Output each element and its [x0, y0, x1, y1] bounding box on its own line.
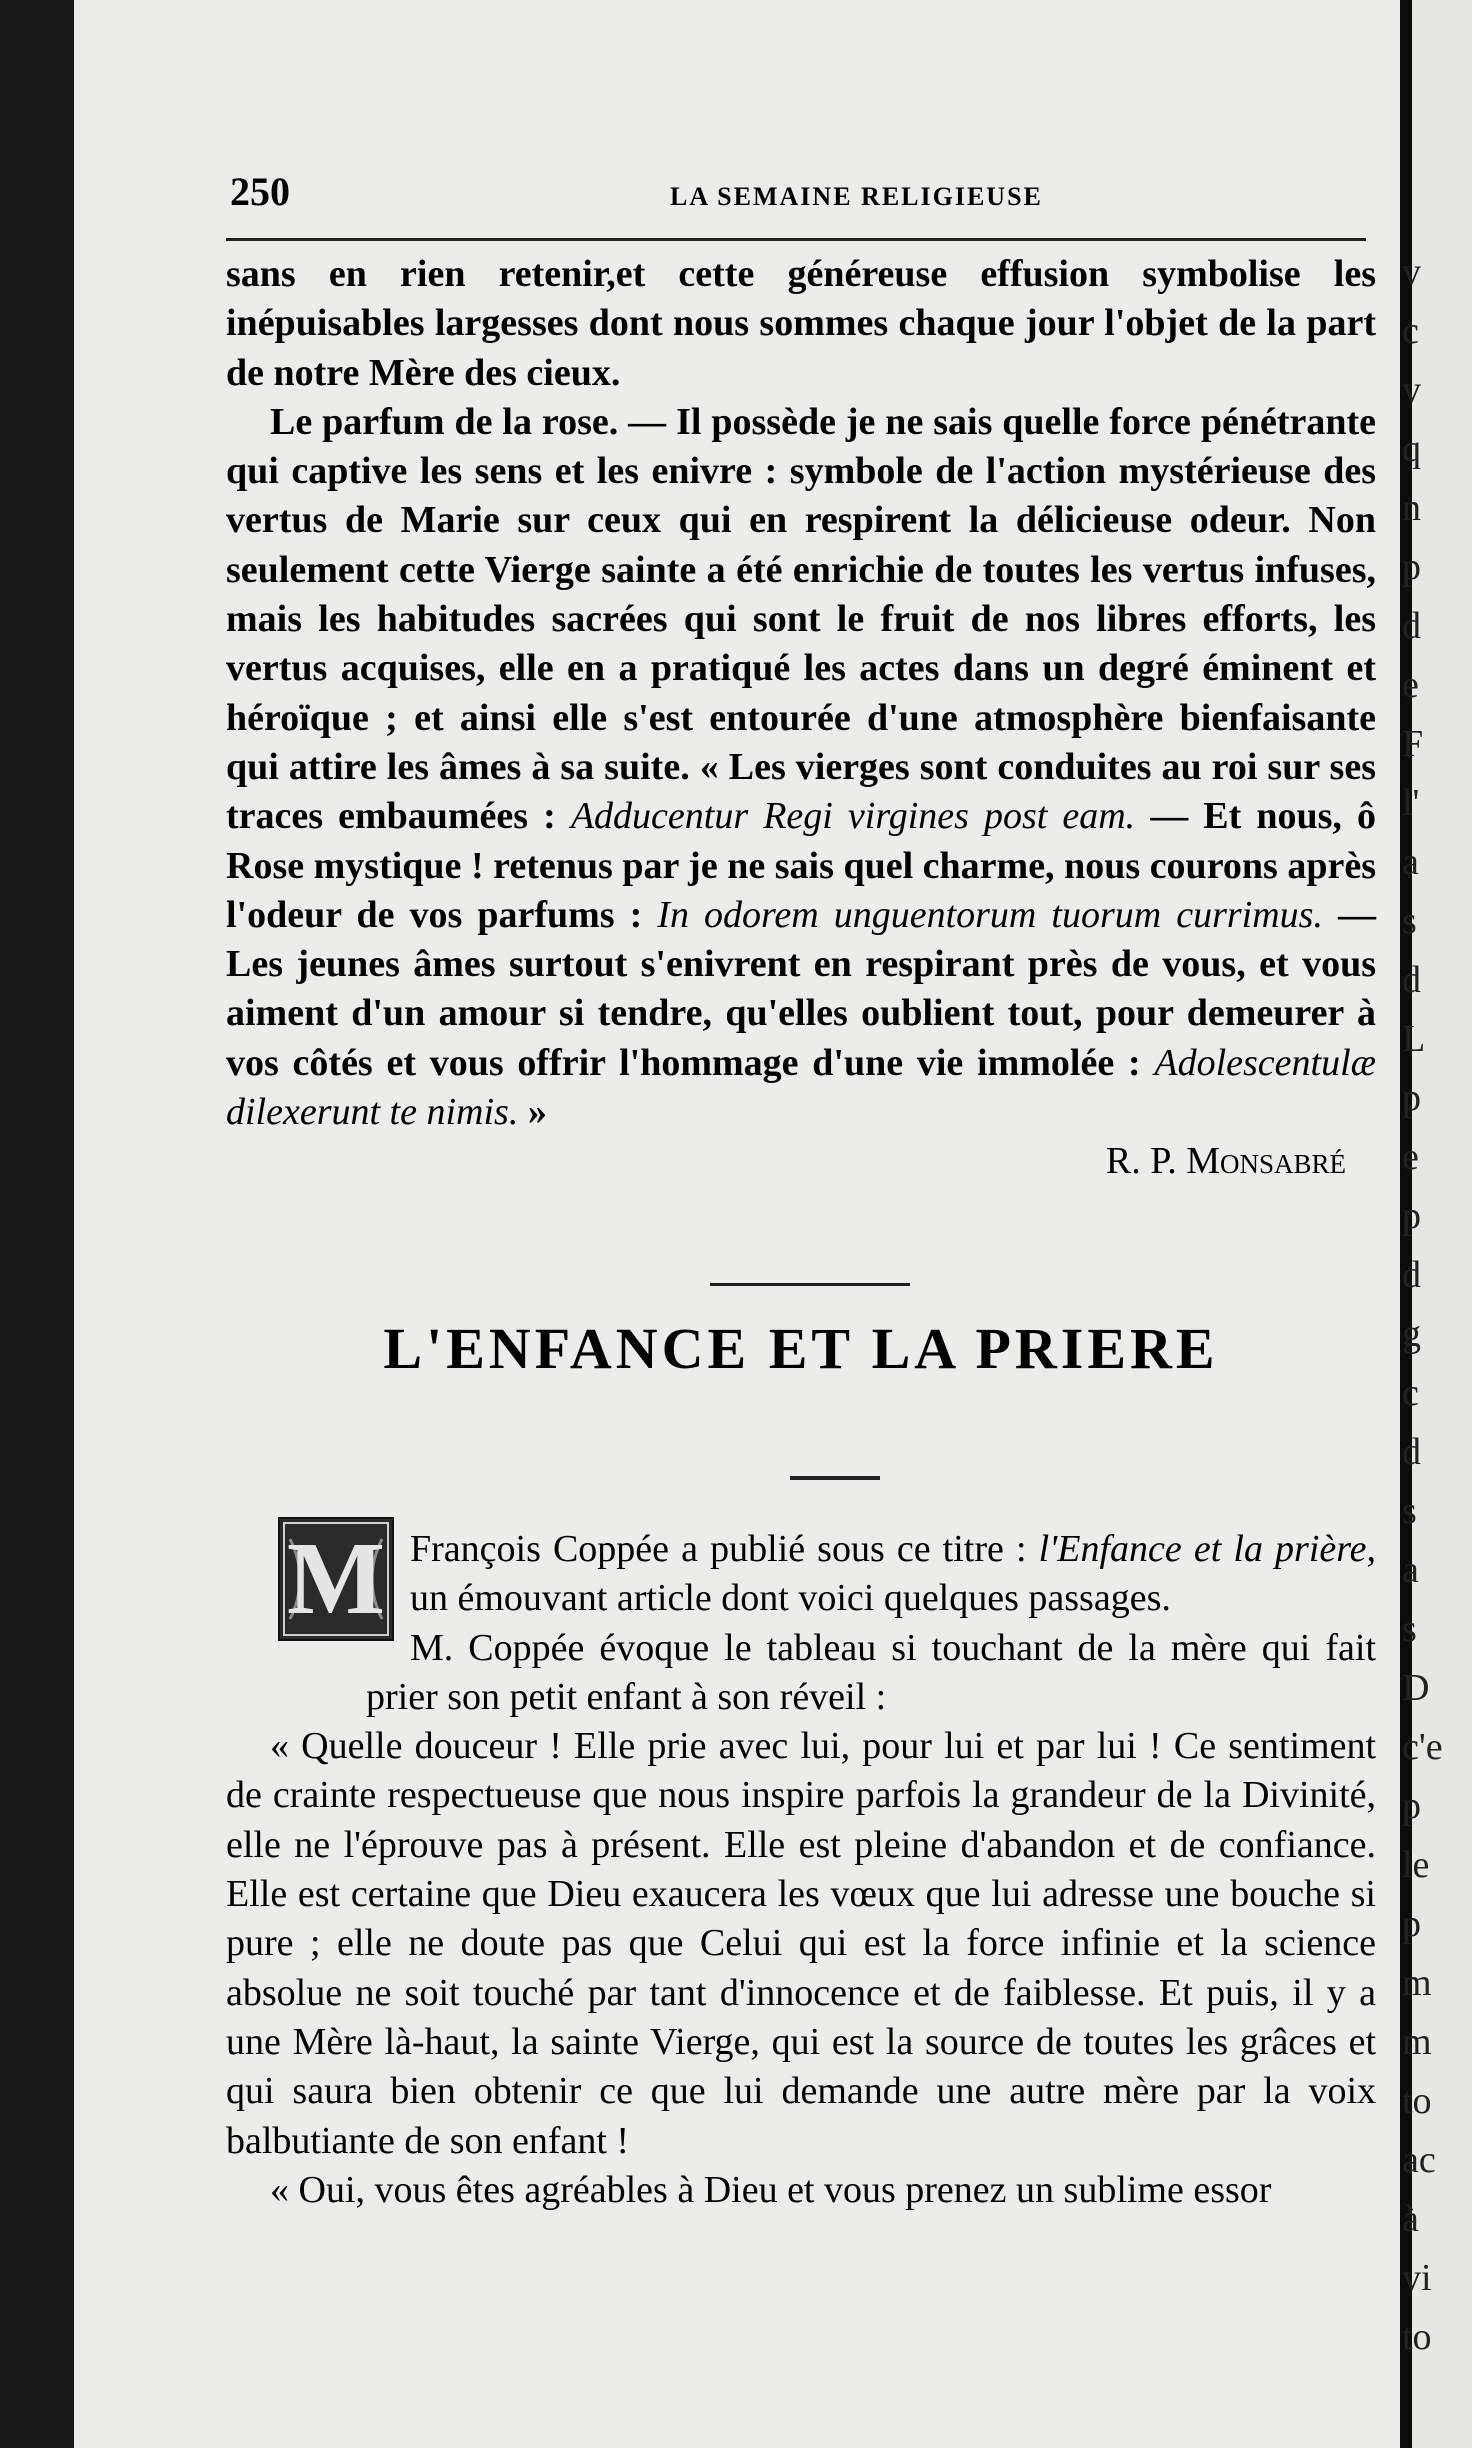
latin-quote: In odorem unguentorum tuorum currimus.	[657, 893, 1323, 936]
drop-cap-letter: M	[286, 1521, 386, 1636]
article-title: l'Enfance et la prière	[1038, 1528, 1367, 1570]
section-divider	[710, 1283, 910, 1286]
page-header	[230, 168, 1370, 228]
facing-page-fragment: p	[1402, 546, 1421, 588]
facing-page-fragment: vi	[1402, 2257, 1432, 2299]
facing-page-fragment: l'	[1402, 782, 1420, 824]
title-underline	[790, 1476, 880, 1480]
facing-page-fragment: v	[1402, 369, 1421, 411]
facing-page-fragment: to	[1402, 2316, 1432, 2358]
section-2-body	[226, 1525, 1376, 2215]
running-title: LA SEMAINE RELIGIEUSE	[670, 182, 1043, 211]
facing-page-fragment: à	[1402, 2198, 1419, 2240]
facing-page-fragment: c'e	[1402, 1726, 1443, 1768]
facing-page-fragment: e	[1402, 664, 1419, 706]
header-rule	[226, 238, 1366, 241]
facing-page-fragment: d	[1402, 1254, 1421, 1296]
facing-page-fragment: s	[1402, 900, 1417, 942]
facing-page-fragment: c	[1402, 310, 1419, 352]
facing-page-fragment: F	[1402, 723, 1424, 765]
facing-page-fragment: L	[1402, 1018, 1426, 1060]
facing-page-fragment: v	[1402, 251, 1421, 293]
paragraph-quote: « Oui, vous êtes agréables à Dieu et vous prenez un sublime essor	[270, 2168, 1272, 2211]
facing-page-fragment: p	[1402, 1903, 1421, 1945]
paragraph-rose-perfume	[226, 398, 1376, 1137]
facing-page-fragment: D	[1402, 1667, 1430, 1709]
paragraph-intro	[226, 1525, 1376, 1624]
scan-left-margin	[0, 0, 74, 2448]
text-run: François Coppée a publié sous ce titre :	[410, 1528, 1039, 1570]
author-signature: R. P. Monsabré	[1105, 1140, 1346, 1183]
paragraph: M. Coppée évoque le tableau si touchant de la mère qui fait prier son petit enfant à son réveil :	[366, 1626, 1376, 1718]
section-1-body	[226, 250, 1376, 1187]
page-number: 250	[230, 169, 290, 214]
facing-page-edge	[1402, 0, 1472, 2448]
facing-page-fragment: g	[1402, 1313, 1421, 1355]
paragraph: sans en rien retenir,et cette généreuse effusion symbolise les inépuisables largesses dont nous sommes chaque jour l'objet de la part de notre Mère des cieux.	[226, 253, 1376, 394]
text-run: — Et nous, ô Rose mystique ! retenus par je ne sais quel charme, nous courons après l'odeur de vos parfums :	[226, 795, 1376, 936]
paragraph-quote: « Quelle douceur ! Elle prie avec lui, pour lui et par lui ! Ce sentiment de crainte respectueuse que nous inspire parfois la grandeur de la Divinité, elle ne l'éprouve pas à présent. Elle est pleine d'abandon et de confiance. Elle est certaine que Dieu exaucera les vœux que lui adresse une bouche si pure ; elle ne doute pas que Celui qui est la force infinie et la science absolue ne soit touché par tant d'innocence et de faiblesse. Et puis, il y a une Mère là-haut, la sainte Vierge, qui est la source de toutes les grâces et qui saura bien obtenir ce que lui demande une autre mère par la voix balbutiante de son enfant !	[226, 1725, 1376, 2162]
facing-page-fragment: to	[1402, 2080, 1432, 2122]
facing-page-fragment: p	[1402, 1195, 1421, 1237]
facing-page-fragment: m	[1402, 2021, 1432, 2063]
facing-page-fragment: a	[1402, 841, 1419, 883]
facing-page-fragment: ac	[1402, 2139, 1436, 2181]
facing-page-fragment: q	[1402, 428, 1421, 470]
facing-page-fragment: p	[1402, 1077, 1421, 1119]
facing-page-fragment: c	[1402, 1372, 1419, 1414]
facing-page-fragment: s	[1402, 1608, 1417, 1650]
latin-quote: Adolescentulæ dilexerunt te nimis.	[226, 1041, 1376, 1134]
facing-page-fragment: a	[1402, 1549, 1419, 1591]
section-title: L'ENFANCE ET LA PRIERE	[383, 1316, 1219, 1381]
facing-page-fragment: m	[1402, 1962, 1432, 2004]
facing-page-fragment: d	[1402, 605, 1421, 647]
facing-page-fragment: d	[1402, 959, 1421, 1001]
facing-page-fragment: le	[1402, 1844, 1430, 1886]
text-run: »	[518, 1091, 547, 1134]
facing-page-fragment: p	[1402, 1785, 1421, 1827]
text-run: — Les jeunes âmes surtout s'enivrent en respirant près de vous, et vous aiment d'un amour si tendre, qu'elles oublient tout, pour demeurer à vos côtés et vous offrir l'hommage d'une vie immolée :	[226, 893, 1377, 1084]
text-run: Le parfum de la rose. — Il possède je ne sais quelle force pénétrante qui captive les sens et les enivre : symbole de l'action mystérieuse des vertus de Marie sur ceux qui en respirent la délicieuse odeur. Non seulement cette Vierge sainte a été enrichie de toutes les vertus infuses, mais les habitudes sacrées qui sont le fruit de nos libres efforts, les vertus acquises, elle en a pratiqué les actes dans un degré éminent et héroïque ; et ainsi elle s'est entourée d'une atmosphère bienfaisante qui attire les âmes à sa suite. « Les vierges sont conduites au roi sur ses traces embaumées :	[226, 400, 1376, 838]
text-run: , un émouvant article dont voici quelques passages.	[410, 1528, 1376, 1620]
facing-page-fragment: e	[1402, 1136, 1419, 1178]
facing-page-fragment: s	[1402, 1490, 1417, 1532]
facing-page-fragment: d	[1402, 1431, 1421, 1473]
latin-quote: Adducentur Regi virgines post eam.	[570, 795, 1136, 838]
facing-page-fragment: n	[1402, 487, 1421, 529]
